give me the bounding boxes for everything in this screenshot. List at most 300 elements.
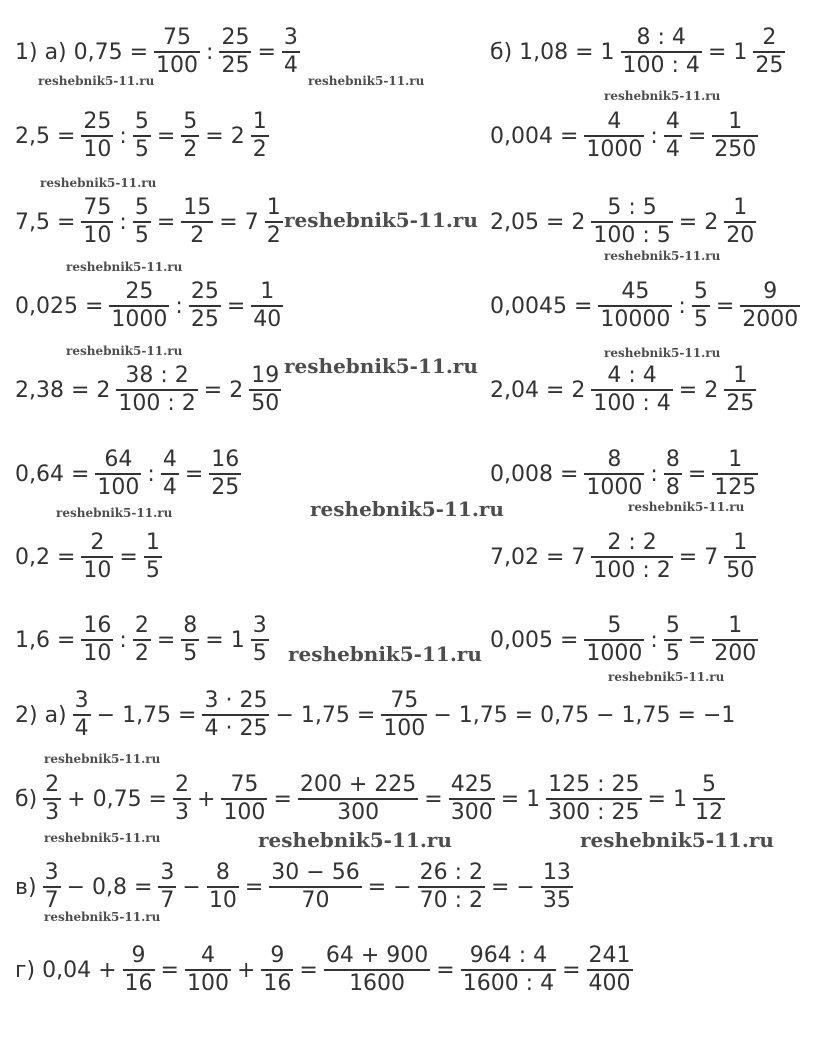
fraction-denominator: 300 : 25 xyxy=(548,799,640,825)
fraction xyxy=(724,195,756,249)
fraction-numerator: 25 xyxy=(83,109,112,135)
fraction xyxy=(724,530,756,584)
fraction xyxy=(541,860,573,914)
fraction-denominator: 1000 xyxy=(586,474,643,500)
fraction-numerator: 19 xyxy=(251,363,280,389)
fraction-numerator: 2 xyxy=(90,530,105,556)
equation-r4l xyxy=(12,274,286,338)
equation-text: = xyxy=(244,874,264,900)
fraction xyxy=(298,772,418,826)
fraction-denominator: 10000 xyxy=(600,306,671,332)
fraction-numerator: 5 xyxy=(607,613,622,639)
fraction xyxy=(282,25,300,79)
fraction xyxy=(219,25,251,79)
equation-text: − 1,75 = xyxy=(275,702,376,728)
watermark: reshebnik5-11.ru xyxy=(258,828,452,852)
equation-text: = 2 xyxy=(205,123,245,149)
fraction-denominator: 4 xyxy=(162,474,177,500)
fraction-numerator: 425 xyxy=(450,772,493,798)
equation-text: = 1 xyxy=(500,786,541,812)
fraction-denominator: 300 xyxy=(337,799,380,825)
fraction-numerator: 4 xyxy=(607,109,622,135)
fraction-numerator: 8 xyxy=(607,447,622,473)
fraction xyxy=(724,363,756,417)
watermark: reshebnik5-11.ru xyxy=(580,828,774,852)
fraction-denominator: 100 : 4 xyxy=(622,52,700,78)
equation-text: = xyxy=(436,957,455,983)
fraction-numerator: 1 xyxy=(733,530,748,556)
fraction xyxy=(753,25,785,79)
fraction-numerator: 125 : 25 xyxy=(548,772,640,798)
watermark: reshebnik5-11.ru xyxy=(308,74,425,88)
equation-r3l xyxy=(12,190,286,254)
fraction-denominator: 20 xyxy=(726,222,755,248)
equation-text: = 7 xyxy=(678,544,719,570)
equation-text: + xyxy=(236,957,256,983)
fraction xyxy=(81,195,113,249)
equation-text: = xyxy=(184,461,204,487)
fraction-numerator: 8 : 4 xyxy=(636,25,686,51)
watermark: reshebnik5-11.ru xyxy=(284,208,478,232)
fraction-denominator: 5 xyxy=(134,136,149,162)
watermark: reshebnik5-11.ru xyxy=(604,89,721,103)
fraction xyxy=(116,363,197,417)
equation-2g xyxy=(12,938,636,1002)
fraction-denominator: 1600 xyxy=(349,970,406,996)
fraction xyxy=(587,943,633,997)
fraction xyxy=(133,195,151,249)
fraction-numerator: 1 xyxy=(252,109,267,135)
fraction xyxy=(265,195,283,249)
fraction-denominator: 10 xyxy=(83,222,112,248)
equation-2a xyxy=(12,683,738,747)
fraction-denominator: 50 xyxy=(251,390,280,416)
watermark: reshebnik5-11.ru xyxy=(628,500,745,514)
watermark: reshebnik5-11.ru xyxy=(44,831,161,845)
equation-text: + 0,75 = xyxy=(67,786,167,812)
fraction xyxy=(591,195,672,249)
fraction xyxy=(664,613,682,667)
equation-2b xyxy=(12,767,728,831)
fraction-numerator: 2 : 2 xyxy=(607,530,657,556)
equation-text: = xyxy=(687,461,707,487)
fraction-numerator: 16 xyxy=(83,613,112,639)
fraction-numerator: 1 xyxy=(260,279,275,305)
equation-text: 0,0045 = xyxy=(490,293,593,319)
watermark: reshebnik5-11.ru xyxy=(40,176,157,190)
fraction-numerator: 3 xyxy=(160,860,175,886)
fraction-numerator: 1 xyxy=(728,613,743,639)
fraction-numerator: 75 xyxy=(83,195,112,221)
fraction-numerator: 5 xyxy=(183,109,198,135)
fraction-denominator: 12 xyxy=(694,799,723,825)
equation-text: = xyxy=(119,544,138,570)
fraction-numerator: 30 − 56 xyxy=(271,860,360,886)
fraction-denominator: 3 xyxy=(45,799,60,825)
fraction xyxy=(73,688,91,742)
fraction xyxy=(692,279,710,333)
equation-text: = 2 xyxy=(203,377,244,403)
watermark: reshebnik5-11.ru xyxy=(310,497,504,521)
equation-text: = xyxy=(156,209,176,235)
fraction-numerator: 1 xyxy=(728,447,743,473)
equation-text: 0,004 = xyxy=(490,123,579,149)
equation-text: = xyxy=(562,957,581,983)
equation-text: 0,008 = xyxy=(490,461,579,487)
equation-text: = xyxy=(226,293,246,319)
fraction xyxy=(251,109,269,163)
fraction-numerator: 4 : 4 xyxy=(607,363,657,389)
fraction xyxy=(449,772,495,826)
fraction-denominator: 16 xyxy=(263,970,292,996)
equation-text: 2,05 = 2 xyxy=(490,209,586,235)
fraction-denominator: 4 · 25 xyxy=(204,715,268,741)
fraction xyxy=(81,530,113,584)
equation-text: 2) а) xyxy=(15,702,67,728)
fraction-denominator: 5 xyxy=(252,640,267,666)
fraction-numerator: 3 xyxy=(74,688,89,714)
fraction-denominator: 8 xyxy=(665,474,680,500)
equation-text: : xyxy=(175,293,183,319)
equation-text: = xyxy=(156,627,176,653)
watermark: reshebnik5-11.ru xyxy=(66,260,183,274)
equation-text: 2,5 = xyxy=(15,123,76,149)
fraction-denominator: 25 xyxy=(755,52,784,78)
equation-text: 2,38 = 2 xyxy=(15,377,111,403)
fraction-denominator: 1000 xyxy=(586,136,643,162)
equation-text: = − xyxy=(490,874,535,900)
fraction xyxy=(158,860,176,914)
fraction xyxy=(381,688,427,742)
watermark: reshebnik5-11.ru xyxy=(66,344,183,358)
fraction xyxy=(591,363,672,417)
fraction-denominator: 100 xyxy=(156,52,199,78)
fraction xyxy=(664,447,682,501)
equation-text: = 7 xyxy=(219,209,259,235)
equation-text: : xyxy=(650,461,658,487)
fraction xyxy=(202,688,269,742)
equation-r7r xyxy=(487,525,759,589)
equation-text: = xyxy=(687,627,707,653)
fraction-numerator: 3 xyxy=(283,25,298,51)
fraction-denominator: 5 xyxy=(134,222,149,248)
equation-text: б) 1,08 = 1 xyxy=(490,39,615,65)
equation-text: − 1,75 = 0,75 − 1,75 = −1 xyxy=(433,702,736,728)
equation-r7l xyxy=(12,525,165,589)
fraction xyxy=(591,530,672,584)
fraction-denominator: 2 xyxy=(252,136,267,162)
watermark: reshebnik5-11.ru xyxy=(38,74,155,88)
fraction-numerator: 2 xyxy=(134,613,149,639)
fraction-denominator: 300 xyxy=(450,799,493,825)
equation-text: − 0,8 = xyxy=(66,874,153,900)
fraction-numerator: 3 xyxy=(252,613,267,639)
fraction xyxy=(123,943,155,997)
fraction-numerator: 1 xyxy=(733,195,748,221)
fraction-numerator: 75 xyxy=(163,25,192,51)
fraction-numerator: 13 xyxy=(542,860,571,886)
watermark: reshebnik5-11.ru xyxy=(608,670,725,684)
equation-text: = xyxy=(299,957,318,983)
equation-r6r xyxy=(487,442,761,506)
fraction-denominator: 4 xyxy=(74,715,89,741)
fraction xyxy=(269,860,361,914)
fraction-numerator: 25 xyxy=(221,25,250,51)
fraction-denominator: 50 xyxy=(726,557,755,583)
fraction-denominator: 25 xyxy=(190,306,219,332)
fraction-denominator: 25 xyxy=(211,474,240,500)
equation-text: = xyxy=(156,123,176,149)
equation-text: : xyxy=(650,123,658,149)
fraction xyxy=(209,447,241,501)
fraction-numerator: 200 + 225 xyxy=(299,772,417,798)
equation-text: = xyxy=(160,957,179,983)
fraction xyxy=(81,613,113,667)
equation-text: : xyxy=(206,39,214,65)
equation-text: = − xyxy=(367,874,412,900)
fraction-denominator: 10 xyxy=(208,887,237,913)
equation-text: − xyxy=(182,874,201,900)
equation-text: : xyxy=(119,627,127,653)
fraction-numerator: 9 xyxy=(763,279,778,305)
watermark: reshebnik5-11.ru xyxy=(44,910,161,924)
fraction-denominator: 5 xyxy=(665,640,680,666)
fraction xyxy=(133,109,151,163)
fraction-numerator: 75 xyxy=(230,772,259,798)
fraction-denominator: 7 xyxy=(44,887,59,913)
equation-r8r xyxy=(487,608,761,672)
fraction-numerator: 26 : 2 xyxy=(419,860,483,886)
fraction-numerator: 25 xyxy=(125,279,154,305)
equation-r3r xyxy=(487,190,759,254)
fraction xyxy=(249,363,281,417)
equation-r4r xyxy=(487,274,803,338)
equation-text: 0,64 = xyxy=(15,461,90,487)
fraction xyxy=(664,109,682,163)
equation-r6l xyxy=(12,442,244,506)
fraction xyxy=(584,447,644,501)
fraction-numerator: 5 xyxy=(134,195,149,221)
fraction-numerator: 64 xyxy=(104,447,133,473)
fraction-denominator: 2000 xyxy=(742,306,799,332)
fraction-numerator: 2 xyxy=(175,772,189,798)
fraction xyxy=(693,772,725,826)
fraction xyxy=(324,943,430,997)
fraction-numerator: 3 xyxy=(44,860,59,886)
fraction-numerator: 9 xyxy=(131,943,146,969)
equation-text: = 1 xyxy=(647,786,687,812)
equation-text: + xyxy=(197,786,216,812)
equation-text: 2,04 = 2 xyxy=(490,377,586,403)
fraction-denominator: 4 xyxy=(665,136,680,162)
equation-text: 0,005 = xyxy=(490,627,579,653)
fraction-denominator: 100 : 2 xyxy=(593,557,671,583)
equation-text: = xyxy=(687,123,707,149)
fraction-denominator: 100 : 4 xyxy=(593,390,671,416)
fraction-numerator: 1 xyxy=(733,363,748,389)
fraction-denominator: 125 xyxy=(714,474,757,500)
fraction-denominator: 10 xyxy=(83,136,112,162)
fraction-denominator: 25 xyxy=(726,390,755,416)
equation-text: : xyxy=(147,461,155,487)
fraction-denominator: 4 xyxy=(283,52,298,78)
fraction xyxy=(185,943,231,997)
fraction-numerator: 1 xyxy=(145,530,160,556)
fraction-denominator: 200 xyxy=(714,640,757,666)
fraction xyxy=(418,860,485,914)
fraction xyxy=(181,109,199,163)
equation-text: г) 0,04 + xyxy=(15,957,117,983)
fraction-denominator: 5 xyxy=(183,640,198,666)
equation-text: : xyxy=(119,123,127,149)
fraction-numerator: 5 : 5 xyxy=(607,195,657,221)
fraction xyxy=(221,772,267,826)
fraction-denominator: 100 xyxy=(223,799,266,825)
fraction xyxy=(154,25,200,79)
fraction-numerator: 8 xyxy=(215,860,230,886)
equation-text: = 2 xyxy=(678,377,719,403)
fraction xyxy=(81,109,113,163)
fraction-denominator: 2 xyxy=(183,136,198,162)
fraction xyxy=(251,279,283,333)
equation-text: в) xyxy=(15,874,37,900)
watermark: reshebnik5-11.ru xyxy=(604,249,721,263)
fraction-numerator: 3 · 25 xyxy=(204,688,268,714)
fraction-numerator: 2 xyxy=(762,25,777,51)
equation-text: 0,025 = xyxy=(15,293,104,319)
fraction xyxy=(173,772,191,826)
fraction-denominator: 40 xyxy=(253,306,282,332)
fraction xyxy=(133,613,151,667)
fraction-denominator: 3 xyxy=(175,799,189,825)
fraction-denominator: 400 xyxy=(588,970,631,996)
fraction-denominator: 2 xyxy=(134,640,149,666)
equation-text: = 1 xyxy=(707,39,748,65)
fraction xyxy=(144,530,162,584)
fraction-denominator: 100 xyxy=(97,474,140,500)
fraction xyxy=(621,25,702,79)
fraction-denominator: 2 xyxy=(266,222,281,248)
equation-text: 7,02 = 7 xyxy=(490,544,586,570)
fraction-numerator: 38 : 2 xyxy=(125,363,189,389)
fraction-numerator: 4 xyxy=(200,943,215,969)
fraction-denominator: 10 xyxy=(83,557,112,583)
fraction-numerator: 15 xyxy=(183,195,212,221)
fraction-denominator: 70 : 2 xyxy=(419,887,483,913)
fraction-denominator: 100 xyxy=(383,715,426,741)
equation-r2l xyxy=(12,104,272,168)
equation-text: 0,2 = xyxy=(15,544,76,570)
fraction-numerator: 1 xyxy=(728,109,743,135)
fraction-numerator: 25 xyxy=(190,279,219,305)
equation-text: б) xyxy=(15,786,38,812)
fraction-denominator: 35 xyxy=(542,887,571,913)
watermark: reshebnik5-11.ru xyxy=(44,752,161,766)
fraction-denominator: 25 xyxy=(221,52,250,78)
equation-text: − 1,75 = xyxy=(96,702,197,728)
equation-1b xyxy=(487,20,788,84)
equation-text: = xyxy=(257,39,276,65)
fraction xyxy=(43,772,61,826)
fraction-denominator: 7 xyxy=(160,887,175,913)
equation-text: = 2 xyxy=(678,209,719,235)
fraction-numerator: 241 xyxy=(588,943,631,969)
fraction-numerator: 5 xyxy=(665,613,680,639)
fraction xyxy=(181,195,213,249)
fraction xyxy=(461,943,556,997)
equation-text: : xyxy=(650,627,658,653)
fraction-numerator: 16 xyxy=(211,447,240,473)
fraction-numerator: 64 + 900 xyxy=(325,943,429,969)
fraction xyxy=(584,109,644,163)
equation-text: : xyxy=(678,293,686,319)
fraction-denominator: 100 : 5 xyxy=(593,222,671,248)
equation-r5r xyxy=(487,358,759,422)
fraction xyxy=(712,613,758,667)
fraction xyxy=(43,860,61,914)
fraction xyxy=(181,613,199,667)
fraction xyxy=(712,109,758,163)
fraction xyxy=(584,613,644,667)
fraction-numerator: 8 xyxy=(183,613,198,639)
fraction xyxy=(207,860,239,914)
fraction-denominator: 10 xyxy=(83,640,112,666)
fraction xyxy=(161,447,179,501)
fraction-numerator: 75 xyxy=(390,688,419,714)
fraction-numerator: 5 xyxy=(701,772,716,798)
fraction-denominator: 250 xyxy=(714,136,757,162)
fraction-denominator: 5 xyxy=(693,306,708,332)
fraction-numerator: 45 xyxy=(621,279,650,305)
fraction-denominator: 100 xyxy=(186,970,229,996)
equation-text: = xyxy=(273,786,292,812)
equation-r5l xyxy=(12,358,284,422)
fraction-numerator: 1 xyxy=(266,195,281,221)
fraction-denominator: 70 xyxy=(301,887,330,913)
fraction xyxy=(95,447,141,501)
fraction-numerator: 5 xyxy=(693,279,708,305)
equation-text: 7,5 = xyxy=(15,209,76,235)
equation-r2r xyxy=(487,104,761,168)
fraction xyxy=(189,279,221,333)
fraction-numerator: 964 : 4 xyxy=(469,943,548,969)
fraction xyxy=(109,279,169,333)
watermark: reshebnik5-11.ru xyxy=(284,354,478,378)
fraction xyxy=(251,613,269,667)
equation-text: = 1 xyxy=(205,627,245,653)
fraction-numerator: 5 xyxy=(134,109,149,135)
fraction-numerator: 9 xyxy=(270,943,285,969)
fraction xyxy=(261,943,293,997)
fraction xyxy=(546,772,641,826)
equation-text: : xyxy=(119,209,127,235)
equation-text: 1) а) 0,75 = xyxy=(15,39,149,65)
fraction xyxy=(712,447,758,501)
equation-text: = xyxy=(715,293,735,319)
fraction-denominator: 1000 xyxy=(586,640,643,666)
fraction-denominator: 5 xyxy=(145,557,160,583)
fraction-denominator: 1600 : 4 xyxy=(462,970,555,996)
fraction-denominator: 2 xyxy=(190,222,205,248)
fraction-denominator: 100 : 2 xyxy=(118,390,196,416)
fraction-denominator: 1000 xyxy=(111,306,168,332)
watermark: reshebnik5-11.ru xyxy=(56,506,173,520)
fraction-numerator: 4 xyxy=(665,109,680,135)
fraction-numerator: 8 xyxy=(665,447,680,473)
fraction xyxy=(740,279,800,333)
fraction-denominator: 16 xyxy=(124,970,153,996)
fraction xyxy=(598,279,672,333)
